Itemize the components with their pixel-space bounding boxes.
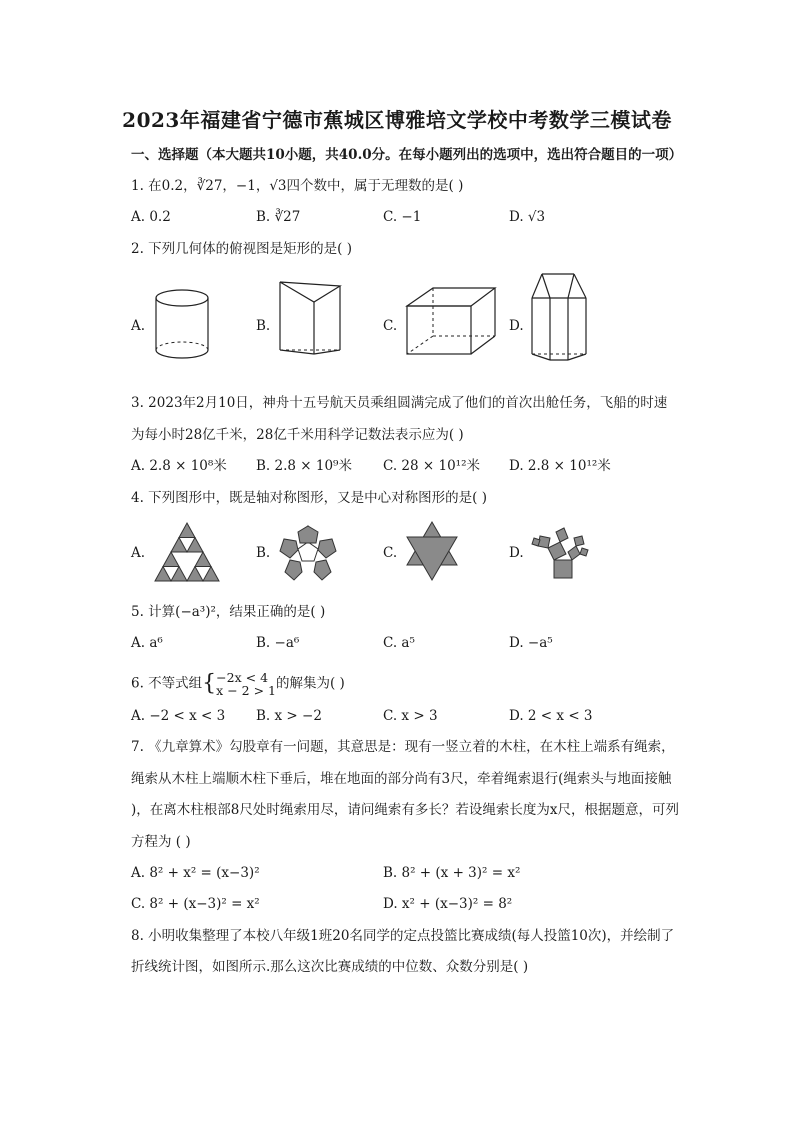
q3-stem-line2: 为每小时28亿千米，28亿千米用科学记数法表示应为( )	[131, 427, 464, 443]
q5-stem: 5. 计算(−a³)²，结果正确的是( )	[131, 604, 326, 620]
q7-option-d: D. x² + (x−3)² = 8²	[383, 896, 513, 912]
q3-stem-line1: 3. 2023年2月10日，神舟十五号航天员乘组圆满完成了他们的首次出舱任务，飞船的时速	[131, 395, 668, 411]
q7-option-b: B. 8² + (x + 3)² = x²	[383, 865, 521, 881]
q1-option-c: C. −1	[383, 209, 422, 225]
q6-option-b: B. x > −2	[256, 708, 322, 724]
q4-option-c: C.	[383, 545, 398, 561]
hexagram-star-figure	[403, 520, 461, 582]
sierpinski-triangle-figure	[153, 521, 221, 583]
brace-icon: {	[202, 671, 217, 696]
q3-option-d: D. 2.8 × 10¹²米	[509, 458, 611, 474]
section-heading: 一、选择题（本大题共10小题，共40.0分。在每小题列出的选项中，选出符合题目的一项）	[131, 147, 683, 163]
pentagon-flower-figure	[276, 522, 340, 584]
q1-option-d: D. √3	[509, 209, 546, 225]
q8-stem-line1: 8. 小明收集整理了本校八年级1班20名同学的定点投篮比赛成绩(每人投篮10次)，并绘制了	[131, 928, 675, 944]
q8-stem-line2: 折线统计图，如图所示.那么这次比赛成绩的中位数、众数分别是( )	[131, 959, 529, 975]
q7-stem-line3: )，在离木柱根部8尺处时绳索用尽，请问绳索有多长？若设绳索长度为x尺，根据题意，可列	[131, 802, 679, 818]
q3-option-a: A. 2.8 × 10⁸米	[131, 458, 227, 474]
pythagoras-tree-figure	[530, 522, 590, 582]
cuboid-figure	[403, 284, 499, 358]
cylinder-figure	[150, 286, 214, 364]
q6-option-c: C. x > 3	[383, 708, 438, 724]
q7-option-c: C. 8² + (x−3)² = x²	[131, 896, 260, 912]
q4-option-a: A.	[131, 545, 146, 561]
q4-option-d: D.	[509, 545, 524, 561]
exam-title: 2023年福建省宁德市蕉城区博雅培文学校中考数学三模试卷	[122, 108, 672, 132]
prism-with-pyramid-top-figure	[528, 270, 590, 366]
q6-stem-suffix: 的解集为( )	[275, 675, 345, 692]
q2-option-c: C.	[383, 318, 398, 334]
q2-option-d: D.	[509, 318, 524, 334]
q6-stem	[131, 671, 345, 697]
q1-option-b: B. ∛27	[256, 209, 301, 225]
q2-stem: 2. 下列几何体的俯视图是矩形的是( )	[131, 241, 352, 257]
q5-option-c: C. a⁵	[383, 635, 415, 651]
q5-option-d: D. −a⁵	[509, 635, 553, 651]
triangular-prism-figure	[274, 278, 346, 360]
inequality-line-1: −2x < 4	[216, 670, 269, 685]
inequality-system	[216, 671, 276, 697]
inequality-line-2: x − 2 > 1	[216, 683, 276, 698]
q5-option-b: B. −a⁶	[256, 635, 300, 651]
q6-stem-prefix: 6. 不等式组	[131, 675, 203, 692]
q6-option-a: A. −2 < x < 3	[131, 708, 226, 724]
q4-stem: 4. 下列图形中，既是轴对称图形，又是中心对称图形的是( )	[131, 490, 487, 506]
q1-option-a: A. 0.2	[131, 209, 171, 225]
q7-stem-line4: 方程为 ( )	[131, 834, 191, 850]
q7-option-a: A. 8² + x² = (x−3)²	[131, 865, 260, 881]
q6-option-d: D. 2 < x < 3	[509, 708, 593, 724]
q2-option-a: A.	[131, 318, 146, 334]
q1-stem: 1. 在0.2，∛27，−1，√3四个数中，属于无理数的是( )	[131, 178, 464, 194]
q7-stem-line2: 绳索从木柱上端顺木柱下垂后，堆在地面的部分尚有3尺，牵着绳索退行(绳索头与地面接触	[131, 771, 672, 787]
q4-option-b: B.	[256, 545, 271, 561]
q7-stem-line1: 7. 《九章算术》勾股章有一问题，其意思是：现有一竖立着的木柱，在木柱上端系有绳索，	[131, 739, 675, 755]
q3-option-b: B. 2.8 × 10⁹米	[256, 458, 352, 474]
q3-option-c: C. 28 × 10¹²米	[383, 458, 481, 474]
q2-option-b: B.	[256, 318, 271, 334]
q5-option-a: A. a⁶	[131, 635, 163, 651]
